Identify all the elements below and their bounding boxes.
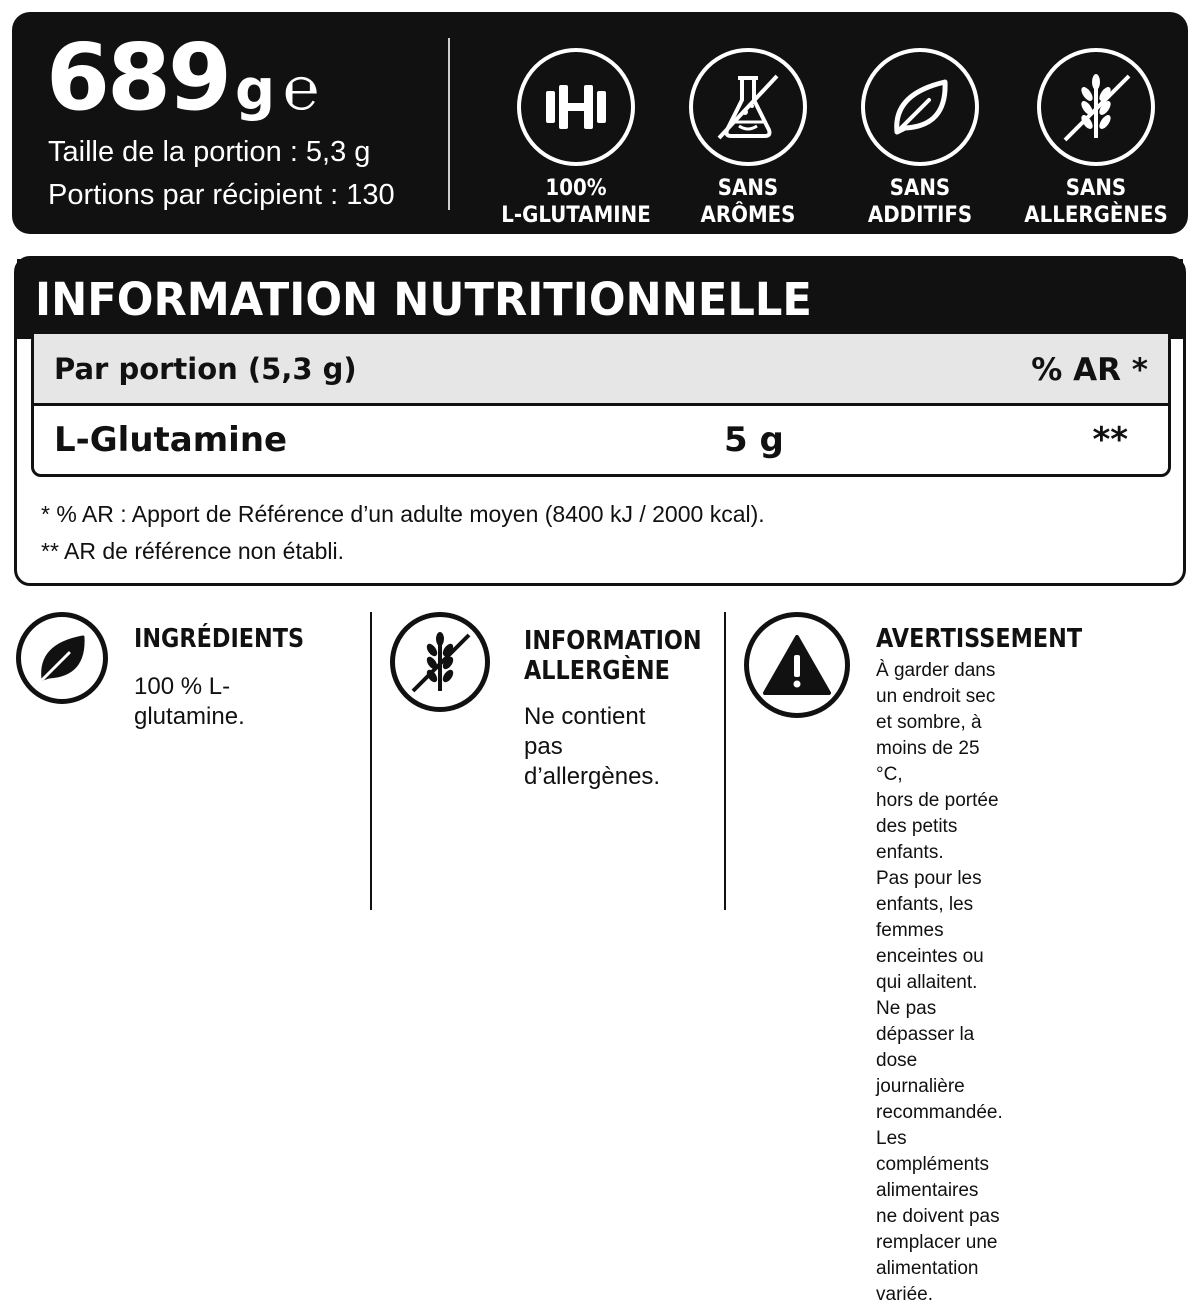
allergen-heading: INFORMATION ALLERGÈNE (524, 626, 702, 686)
warning-text: À garder dans un endroit sec et sombre, à moins de 25 °C, hors de portée des petits enfants. Pas pour les enfants, les femmes enceintes ou qui allaitent. Ne pas dépasser la dose journalière recommandée. Les compléments alimentaires ne doivent pas remplacer une alimentation variée. (876, 660, 1003, 1305)
badge-sans-aromes (648, 48, 848, 229)
badge-sans-allergenes (996, 48, 1196, 229)
footnote-reference-intake: * % AR : Apport de Référence d’un adulte moyen (8400 kJ / 2000 kcal). (41, 501, 765, 527)
nutrition-panel (14, 256, 1186, 586)
wheat-crossed-icon (390, 612, 490, 712)
estimated-sign: ℮ (283, 54, 320, 124)
serving-size: Taille de la portion : 5,3 g (48, 136, 371, 168)
dumbbell-icon (517, 48, 635, 166)
footnote-not-established: ** AR de référence non établi. (41, 538, 345, 564)
badge-label: SANS ARÔMES (700, 176, 796, 228)
nutrient-name: L-Glutamine (54, 420, 288, 460)
leaf-icon (861, 48, 979, 166)
warning-icon (744, 612, 850, 718)
nutrient-reference-intake: ** (1092, 420, 1128, 460)
nutrient-amount: 5 g (724, 420, 784, 460)
leaf-icon (16, 612, 108, 704)
badge-label: SANS ALLERGÈNES (1024, 176, 1168, 228)
badge-label: SANS ADDITIFS (867, 176, 973, 228)
badge-label: 100% L-GLUTAMINE (501, 176, 651, 228)
per-serving-header: Par portion (5,3 g) (54, 352, 357, 386)
nutrition-table (31, 331, 1171, 477)
section-divider (370, 612, 372, 910)
net-weight (46, 24, 320, 131)
nutrition-header (17, 259, 1183, 339)
nutrition-title: INFORMATION NUTRITIONNELLE (35, 273, 812, 326)
ingredients-heading: INGRÉDIENTS (134, 624, 305, 654)
badge-sans-additifs (820, 48, 1020, 229)
table-header-row (34, 334, 1168, 406)
badge-l-glutamine (476, 48, 676, 229)
net-weight-unit: g (235, 58, 276, 123)
ingredients-text: 100 % L-glutamine. (134, 673, 245, 730)
product-summary-banner (12, 12, 1188, 234)
warning-heading: AVERTISSEMENT (876, 624, 1083, 654)
reference-intake-header: % AR * (1031, 352, 1148, 388)
section-divider (724, 612, 726, 910)
flask-crossed-icon (689, 48, 807, 166)
allergen-text: Ne contient pas d’allergènes. (524, 703, 661, 790)
net-weight-value: 689 (46, 24, 230, 131)
wheat-crossed-icon (1037, 48, 1155, 166)
servings-per-container: Portions par récipient : 130 (48, 179, 395, 211)
banner-divider (448, 38, 450, 210)
